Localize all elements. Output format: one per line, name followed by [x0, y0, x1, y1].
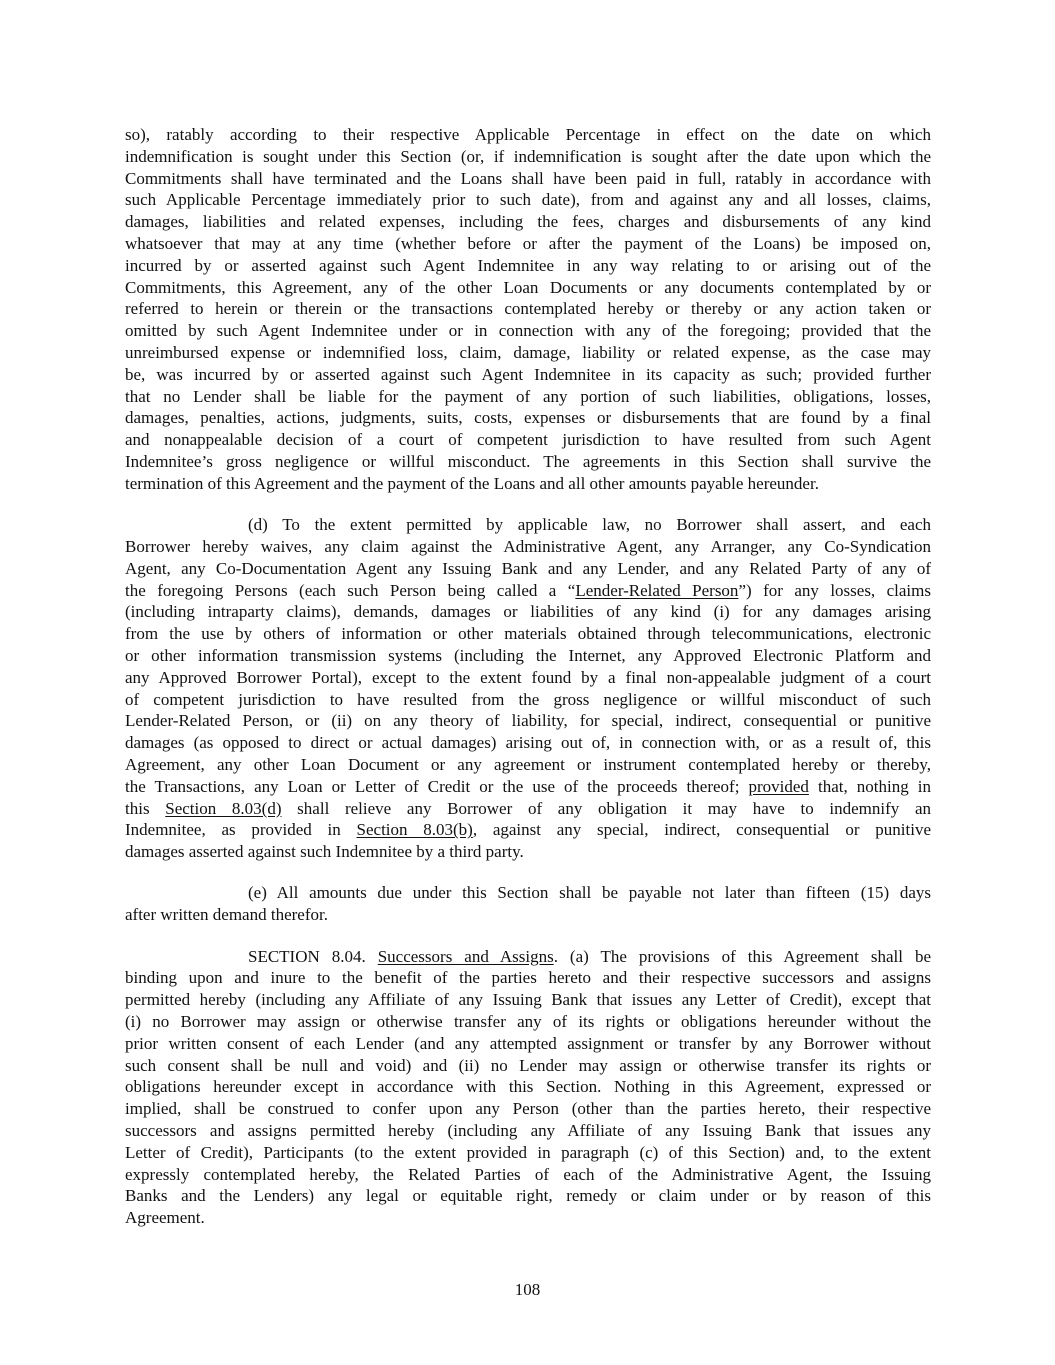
text-line: of competent jurisdiction to have resulted from the gross negligence or willful misconduct of such [125, 689, 931, 709]
underlined-term: Section 8.03(d) [165, 798, 282, 818]
text-line: omitted by such Agent Indemnitee under or in connection with any of the foregoing; provided that the [125, 321, 931, 341]
text-line [125, 946, 931, 968]
paragraph-section-8-04 [125, 946, 931, 1229]
text-segment: the foregoing Persons (each such Person being called a “ [125, 580, 576, 600]
text-line [125, 819, 931, 841]
text-line: damages (as opposed to direct or actual damages) arising out of, in connection with, or as a result of, this [125, 733, 931, 753]
text-line: (i) no Borrower may assign or otherwise transfer any of its rights or obligations hereunder without the [125, 1012, 931, 1032]
text-segment: . (a) The provisions of this Agreement shall be [553, 946, 931, 966]
text-line: whatsoever that may at any time (whether before or after the payment of the Loans) be imposed on, [125, 233, 931, 253]
text-segment: the Transactions, any Loan or Letter of Credit or the use of the proceeds thereof; [125, 776, 749, 796]
text-line: damages, penalties, actions, judgments, suits, costs, expenses or disbursements that are found by a final [125, 408, 931, 428]
text-line: (e) All amounts due under this Section shall be payable not later than fifteen (15) days [248, 883, 931, 903]
text-line: any Approved Borrower Portal), except to the extent found by a final non-appealable judgment of a court [125, 667, 931, 687]
text-line: Agent, any Co-Documentation Agent any Issuing Bank and any Lender, and any Related Party of any of [125, 558, 931, 578]
text-line: damages asserted against such Indemnitee by a third party. [125, 842, 524, 862]
text-line: unreimbursed expense or indemnified loss, claim, damage, liability or related expense, as the case may [125, 342, 931, 362]
underlined-term: Lender-Related Person [575, 580, 739, 600]
text-line: incurred by or asserted against such Agent Indemnitee in any way relating to or arising out of the [125, 255, 931, 275]
text-line: Agreement. [125, 1208, 205, 1228]
paragraph-indemnification-continuation [125, 124, 931, 495]
paragraph-section-8-03-d [125, 514, 931, 863]
text-line: such Applicable Percentage immediately prior to such date), from and against any and all losses, claims, [125, 190, 931, 210]
text-line [125, 776, 931, 798]
text-line: termination of this Agreement and the payment of the Loans and all other amounts payable hereunder. [125, 473, 819, 493]
text-segment: ”) for any losses, claims [738, 580, 931, 600]
text-line [125, 580, 931, 602]
text-segment: shall relieve any Borrower of any obligation it may have to indemnify an [281, 798, 931, 818]
underlined-term: provided [748, 776, 809, 796]
underlined-term: Section 8.03(b) [356, 820, 473, 840]
text-line: Lender-Related Person, or (ii) on any theory of liability, for special, indirect, consequential or punitive [125, 711, 931, 731]
text-segment: that, nothing in [808, 776, 931, 796]
document-body [125, 124, 931, 1249]
text-line: or other information transmission systems (including the Internet, any Approved Electronic Platform and [125, 645, 931, 665]
text-line: that no Lender shall be liable for the payment of any portion of such liabilities, obligations, losses, [125, 386, 931, 406]
text-line: Borrower hereby waives, any claim against the Administrative Agent, any Arranger, any Co-Syndication [125, 536, 931, 556]
text-line: (including intraparty claims), demands, damages or liabilities of any kind (i) for any damages arising [125, 602, 931, 622]
text-line: and nonappealable decision of a court of competent jurisdiction to have resulted from such Agent [125, 430, 931, 450]
text-line: from the use by others of information or other materials obtained through telecommunications, electronic [125, 624, 931, 644]
text-line: permitted hereby (including any Affiliate of any Issuing Bank that issues any Letter of Credit), except that [125, 990, 931, 1010]
text-line: successors and assigns permitted hereby (including any Affiliate of any Issuing Bank that issues any [125, 1121, 931, 1141]
text-line: Letter of Credit), Participants (to the extent provided in paragraph (c) of this Section) and, to the extent [125, 1142, 931, 1162]
text-line: (d) To the extent permitted by applicable law, no Borrower shall assert, and each [248, 515, 931, 535]
text-segment: this [125, 798, 166, 818]
text-line: indemnification is sought under this Section (or, if indemnification is sought after the date upon which the [125, 146, 931, 166]
text-line: prior written consent of each Lender (and any attempted assignment or transfer by any Borrower without [125, 1033, 931, 1053]
text-line: so), ratably according to their respective Applicable Percentage in effect on the date on which [125, 125, 931, 144]
text-line: Banks and the Lenders) any legal or equitable right, remedy or claim under or by reason of this [125, 1186, 931, 1206]
text-line: Commitments shall have terminated and the Loans shall have been paid in full, ratably in accordance with [125, 168, 931, 188]
text-line: damages, liabilities and related expenses, including the fees, charges and disbursements of any kind [125, 212, 931, 232]
text-line: expressly contemplated hereby, the Related Parties of each of the Administrative Agent, the Issuing [125, 1164, 931, 1184]
text-line: after written demand therefor. [125, 905, 328, 925]
text-line: be, was incurred by or asserted against such Agent Indemnitee in its capacity as such; provided further [125, 364, 931, 384]
text-line: referred to herein or therein or the transactions contemplated hereby or thereby or any action taken or [125, 299, 931, 319]
text-line: Indemnitee’s gross negligence or willful misconduct. The agreements in this Section shall survive the [125, 451, 931, 471]
text-line: implied, shall be construed to confer upon any Person (other than the parties hereto, their respective [125, 1099, 931, 1119]
text-line: such consent shall be null and void) and (ii) no Lender may assign or otherwise transfer its rights or [125, 1055, 931, 1075]
text-line: obligations hereunder except in accordance with this Section. Nothing in this Agreement, expressed or [125, 1077, 931, 1097]
text-line: Agreement, any other Loan Document or any agreement or instrument contemplated hereby or thereby, [125, 754, 931, 774]
text-segment: , against any special, indirect, consequential or punitive [472, 820, 931, 840]
page-number: 108 [514, 1280, 541, 1299]
paragraph-section-8-03-e [125, 882, 931, 926]
text-line [125, 798, 931, 820]
text-line: binding upon and inure to the benefit of the parties hereto and their respective successors and assigns [125, 968, 931, 988]
text-segment: SECTION 8.04. [248, 946, 378, 966]
text-line: Commitments, this Agreement, any of the other Loan Documents or any documents contemplated by or [125, 277, 931, 297]
text-segment: Indemnitee, as provided in [125, 820, 357, 840]
underlined-term: Successors and Assigns [377, 946, 554, 966]
